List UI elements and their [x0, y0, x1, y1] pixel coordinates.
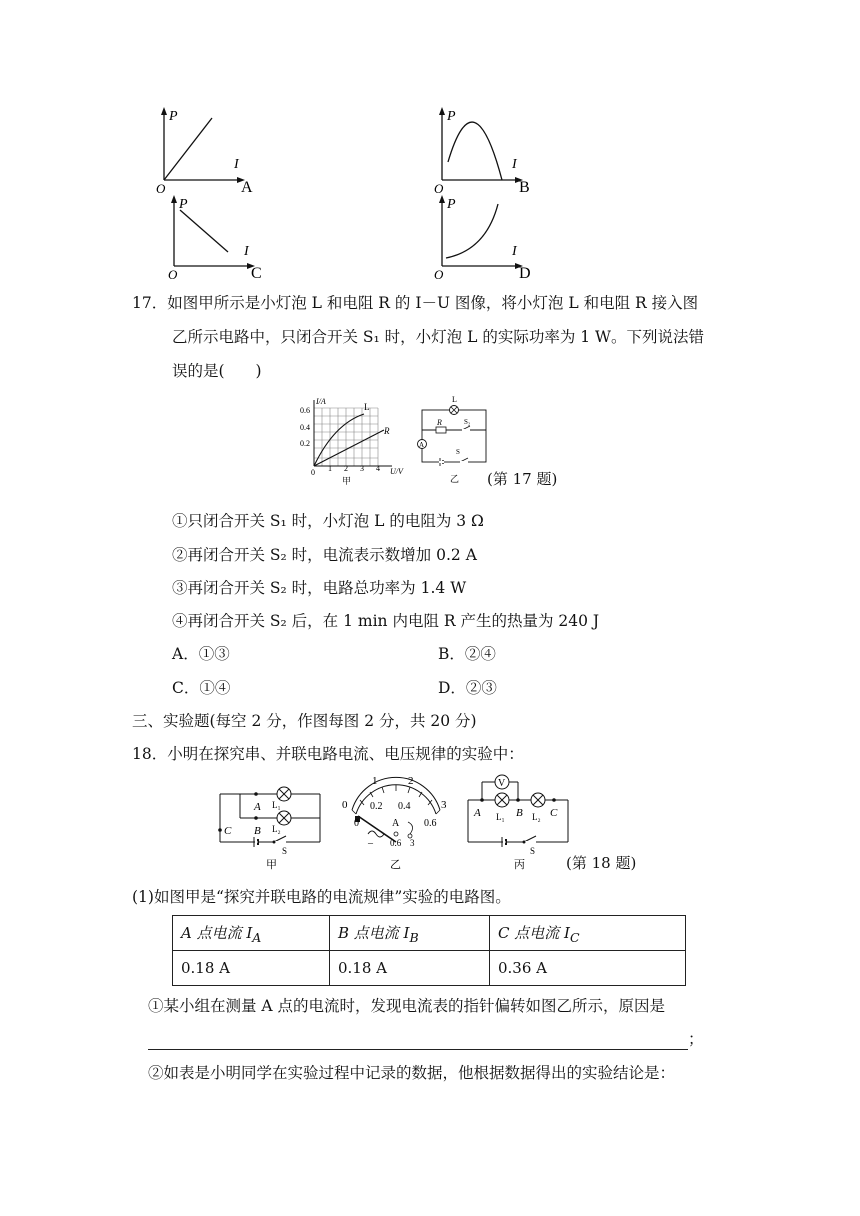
header-a-text: A 点电流 I	[181, 923, 253, 942]
header-c-text: C 点电流 I	[498, 923, 570, 942]
q18-bing-l1: L₁	[496, 812, 505, 822]
graph-a-svg	[148, 102, 268, 194]
q17-lamp-label: L	[452, 395, 457, 404]
graph-d-svg	[426, 190, 546, 280]
q17-iu-graph	[292, 396, 404, 486]
q18-figure-yi	[338, 772, 454, 872]
q18-series-circuit	[462, 772, 578, 872]
q18-current-table	[172, 915, 686, 986]
q18-yi-top-2: 2	[408, 775, 414, 787]
q18-stem: 18．小明在探究串、并联电路电流、电压规律的实验中：	[132, 745, 524, 763]
q17-xtick-4: 4	[376, 464, 380, 473]
q18-yi-terminal-3: 3	[410, 838, 415, 848]
q18-bing-point-b: B	[516, 807, 523, 819]
table-header-b	[330, 916, 490, 951]
graph-b-option: B	[519, 179, 530, 194]
q17-ytick-06: 0.6	[300, 406, 310, 415]
graph-option-c	[158, 190, 278, 280]
q18-figure-bing	[462, 772, 578, 872]
q17-graph-ylabel: I/A	[316, 397, 326, 406]
graph-b-svg	[426, 102, 546, 194]
graph-c-option: C	[251, 265, 262, 280]
q18-yi-top-3: 3	[441, 799, 447, 811]
q17-statement-3: ③再闭合开关 S₂ 时，电路总功率为 1.4 W	[172, 579, 467, 597]
q18-jia-l1: L₁	[272, 800, 281, 810]
q17-xtick-0: 0	[311, 468, 315, 477]
q18-bing-point-c: C	[550, 807, 558, 819]
q17-option-b[interactable]: B．②④	[438, 645, 496, 663]
q17-ytick-04: 0.4	[300, 423, 310, 432]
table-row	[173, 951, 686, 986]
q17-resistor-label: R	[437, 418, 442, 427]
q18-jia-point-b: B	[254, 825, 261, 837]
graph-a-xlabel: I	[234, 157, 239, 172]
q17-switch-s2-label: S₂	[464, 418, 471, 426]
q18-jia-l2: L₂	[272, 824, 281, 834]
q17-xtick-1: 1	[328, 464, 332, 473]
graph-option-b	[426, 102, 546, 194]
q18-bing-voltmeter: V	[498, 778, 506, 789]
table-cell-a: 0.18 A	[173, 951, 330, 986]
q17-graph-tag: 甲	[342, 476, 352, 486]
graph-a-ylabel: P	[169, 109, 178, 124]
table-header-c	[490, 916, 686, 951]
graph-d-option: D	[519, 265, 531, 280]
q17-figure-yi	[410, 392, 492, 488]
q18-yi-bottom-06: 0.6	[424, 818, 437, 829]
q18-bing-tag: 丙	[514, 859, 525, 871]
graph-d-origin: O	[434, 267, 444, 280]
q18-bing-l2: L₂	[532, 812, 541, 822]
q18-jia-point-c: C	[224, 825, 232, 837]
q17-line1: 17．如图甲所示是小灯泡 L 和电阻 R 的 I－U 图像，将小灯泡 L 和电阻 R 接入图	[132, 294, 699, 312]
table-cell-c: 0.36 A	[490, 951, 686, 986]
q18-jia-point-a: A	[254, 801, 261, 813]
table-header-row	[173, 916, 686, 951]
graph-d-xlabel: I	[512, 244, 517, 259]
q18-bing-switch: S	[530, 846, 536, 856]
q18-yi-top-1: 1	[372, 775, 378, 787]
q17-line3: 误的是( )	[172, 362, 262, 380]
q17-option-d[interactable]: D．②③	[438, 679, 497, 697]
q17-graph-xlabel: U/V	[390, 467, 403, 476]
q18-yi-top-0: 0	[342, 799, 348, 811]
graph-d-ylabel: P	[447, 197, 456, 212]
header-b-sub: B	[409, 929, 419, 945]
graph-c-svg	[158, 190, 278, 280]
q17-xtick-3: 3	[360, 464, 364, 473]
q18-yi-bottom-0: 0	[354, 818, 359, 829]
q18-bing-point-a: A	[474, 807, 481, 819]
graph-c-ylabel: P	[179, 197, 188, 212]
graph-a-option: A	[241, 179, 253, 194]
q18-jia-switch: S	[282, 846, 288, 856]
graph-c-xlabel: I	[244, 244, 249, 259]
q17-option-a[interactable]: A．①③	[172, 645, 230, 663]
table-cell-b: 0.18 A	[330, 951, 490, 986]
q18-jia-tag: 甲	[266, 859, 277, 871]
q18-parallel-circuit	[214, 772, 326, 872]
graph-b-xlabel: I	[512, 157, 517, 172]
q17-line2: 乙所示电路中，只闭合开关 S₁ 时，小灯泡 L 的实际功率为 1 W。下列说法错	[172, 328, 704, 346]
q17-curve-l-label: L	[364, 402, 370, 412]
q17-option-c[interactable]: C．①④	[172, 679, 231, 697]
q18-sub2: ②如表是小明同学在实验过程中记录的数据，他根据数据得出的实验结论是：	[148, 1064, 676, 1082]
section-3-heading: 三、实验题(每空 2 分，作图每图 2 分，共 20 分)	[132, 712, 477, 730]
q17-ytick-02: 0.2	[300, 439, 310, 448]
header-a-sub: A	[252, 929, 262, 945]
q17-switch-s-label: S	[456, 448, 460, 456]
graph-b-ylabel: P	[447, 109, 456, 124]
q18-sub1-answer-line[interactable]	[148, 1028, 704, 1050]
q17-xtick-2: 2	[344, 464, 348, 473]
table-header-a	[173, 916, 330, 951]
q18-yi-terminal-06: 0.6	[390, 838, 402, 848]
q18-figure-caption: (第 18 题)	[566, 854, 637, 872]
q18-figure-jia	[214, 772, 326, 872]
q18-part1: (1)如图甲是“探究并联电路的电流规律”实验的电路图。	[132, 888, 511, 906]
q17-circuit	[410, 392, 492, 488]
q17-figure-caption: (第 17 题)	[487, 470, 558, 488]
header-c-sub: C	[569, 929, 580, 945]
q17-circuit-tag: 乙	[450, 474, 460, 484]
q17-statement-2: ②再闭合开关 S₂ 时，电流表示数增加 0.2 A	[172, 546, 477, 564]
q18-answer-blank[interactable]	[148, 1031, 688, 1050]
q18-yi-unit: A	[392, 818, 400, 829]
q17-statement-1: ①只闭合开关 S₁ 时，小灯泡 L 的电阻为 3 Ω	[172, 512, 484, 530]
q17-ammeter-label: A	[419, 441, 425, 449]
header-b-text: B 点电流 I	[338, 923, 410, 942]
q18-sub1-end: ；	[688, 1030, 704, 1048]
graph-a-origin: O	[156, 181, 166, 194]
graph-option-d	[426, 190, 546, 280]
q18-sub1: ①某小组在测量 A 点的电流时，发现电流表的指针偏转如图乙所示，原因是	[148, 997, 666, 1015]
q18-yi-bottom-04: 0.4	[398, 801, 411, 812]
graph-b-origin: O	[434, 181, 444, 194]
graph-c-origin: O	[168, 267, 178, 280]
q18-yi-bottom-02: 0.2	[370, 801, 383, 812]
graph-option-a	[148, 102, 268, 194]
q18-yi-terminal-neg: –	[368, 838, 373, 849]
q17-statement-4: ④再闭合开关 S₂ 后，在 1 min 内电阻 R 产生的热量为 240 J	[172, 612, 600, 630]
q18-yi-tag: 乙	[390, 859, 401, 871]
q17-figure-jia	[292, 396, 404, 486]
q18-ammeter-dial	[338, 772, 454, 872]
q17-curve-r-label: R	[384, 426, 390, 436]
